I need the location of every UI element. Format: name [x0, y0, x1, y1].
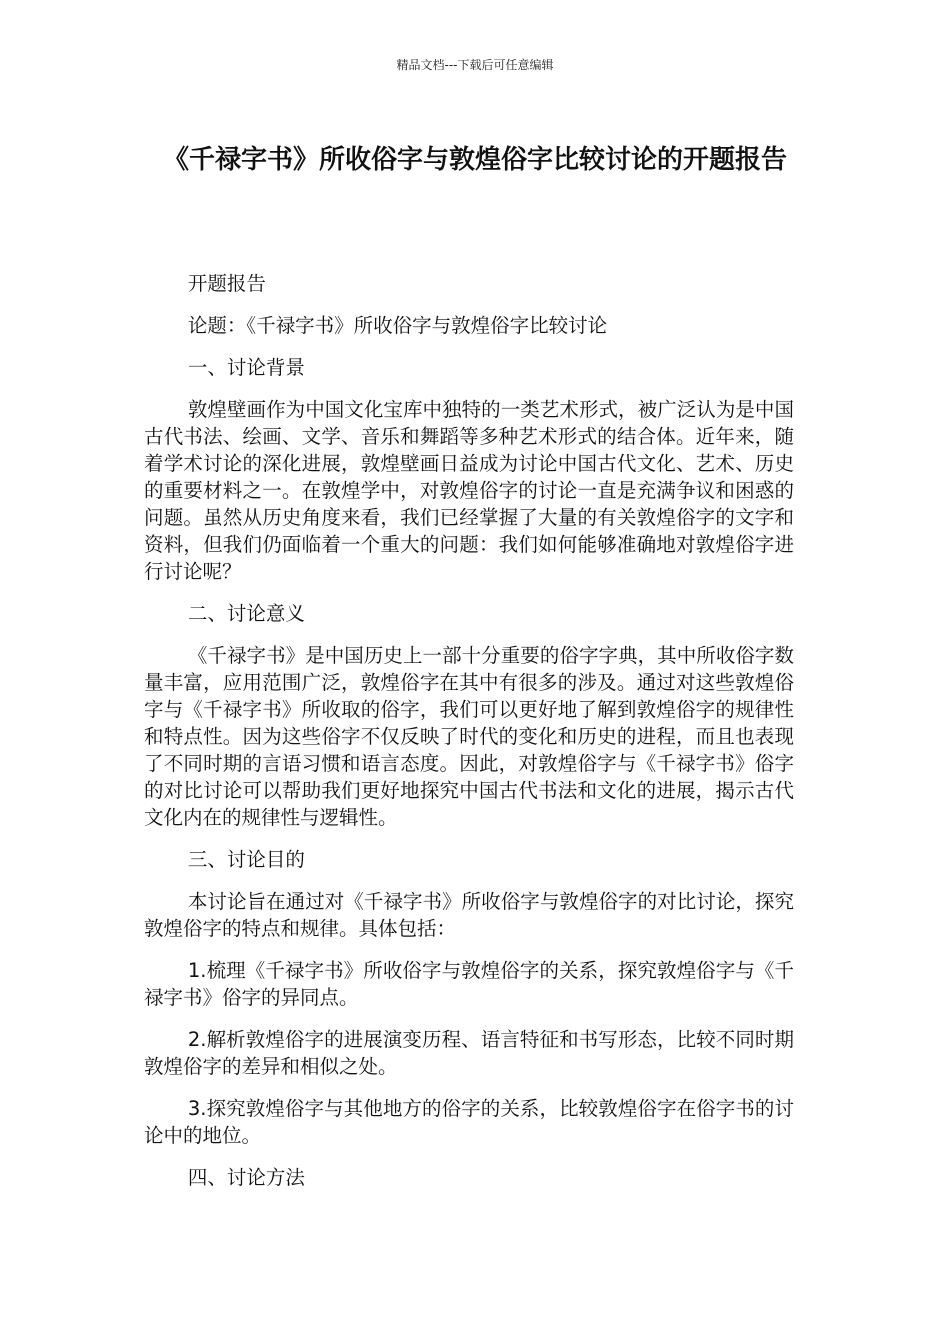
- document-body: [144, 270, 794, 1206]
- page-header: 精品文档---下载后可任意编辑: [396, 58, 554, 72]
- section-heading-method: 四、讨论方法: [187, 1166, 305, 1189]
- section-heading-background: 一、讨论背景: [187, 356, 305, 379]
- topic-line: 论题：《千禄字书》所收俗字与敦煌俗字比较讨论: [187, 314, 608, 337]
- paragraph-purpose-intro: 本讨论旨在通过对《千禄字书》所收俗字与敦煌俗字的对比讨论，探究敦煌俗字的特点和规律。具体包括：: [144, 890, 794, 940]
- paragraph-significance: 《千禄字书》是中国历史上一部十分重要的俗字字典，其中所收俗字数量丰富，应用范围广泛，敦煌俗字在其中有很多的涉及。通过对这些敦煌俗字与《千禄字书》所收取的俗字，我们可以更好地了解到敦煌俗字的规律性和特点性。因为这些俗字不仅反映了时代的变化和历史的进程，而且也表现了不同时期的言语习惯和语言态度。因此，对敦煌俗字与《千禄字书》俗字的对比讨论可以帮助我们更好地探究中国古代书法和文化的进展，揭示古代文化内在的规律性与逻辑性。: [144, 644, 794, 829]
- section-heading-purpose: 三、讨论目的: [187, 848, 305, 871]
- section-heading-significance: 二、讨论意义: [187, 602, 305, 625]
- purpose-item-2: 2.解析敦煌俗字的进展演变历程、语言特征和书写形态，比较不同时期敦煌俗字的差异和相似之处。: [144, 1028, 794, 1078]
- document-title: 《千禄字书》所收俗字与敦煌俗字比较讨论的开题报告: [162, 145, 787, 175]
- purpose-item-1: 1.梳理《千禄字书》所收俗字与敦煌俗字的关系，探究敦煌俗字与《千禄字书》俗字的异同点。: [144, 959, 794, 1009]
- purpose-item-3: 3.探究敦煌俗字与其他地方的俗字的关系，比较敦煌俗字在俗字书的讨论中的地位。: [144, 1097, 794, 1147]
- report-label: 开题报告: [187, 272, 266, 295]
- paragraph-background: 敦煌壁画作为中国文化宝库中独特的一类艺术形式，被广泛认为是中国古代书法、绘画、文学、音乐和舞蹈等多种艺术形式的结合体。近年来，随着学术讨论的深化进展，敦煌壁画日益成为讨论中国古代文化、艺术、历史的重要材料之一。在敦煌学中，对敦煌俗字的讨论一直是充满争议和困惑的问题。虽然从历史角度来看，我们已经掌握了大量的有关敦煌俗字的文字和资料，但我们仍面临着一个重大的问题：我们如何能够准确地对敦煌俗字进行讨论呢？: [144, 398, 794, 583]
